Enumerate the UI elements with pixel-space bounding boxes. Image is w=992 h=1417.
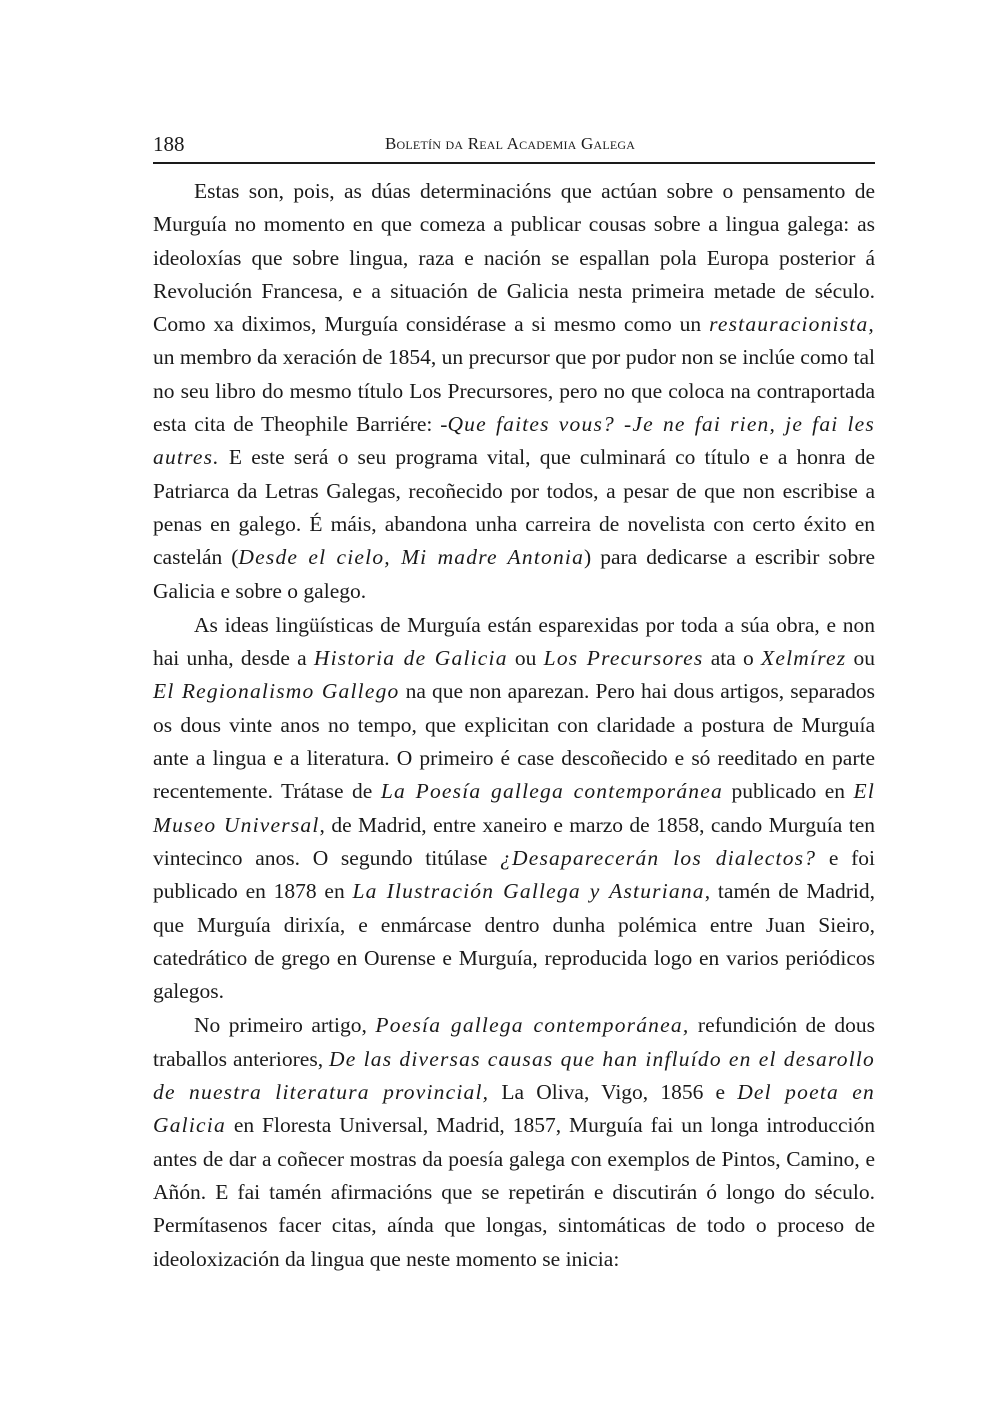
italic-title: Poesía gallega contemporánea, [375, 1013, 690, 1038]
italic-title: Los Precursores [543, 646, 704, 671]
text-run: publicado en [722, 779, 854, 804]
page-number: 188 [153, 132, 185, 156]
italic-title: De las diversas causas que han influído en el desarollo de nuestra literatura provincial, [153, 1046, 875, 1105]
italic-title: Historia de Galicia [313, 646, 508, 671]
text-run: ou [846, 646, 876, 671]
text-run: ou [507, 646, 544, 671]
italic-title: ¿Desaparecerán los dialectos? [500, 845, 817, 870]
italic-title: El Museo Universal [153, 779, 875, 837]
italic-title: Desde el cielo, Mi madre Antonia [238, 545, 585, 570]
text-run: e foi publicado en 1878 en [153, 845, 875, 904]
italic-title: Del poeta en Galicia [153, 1080, 875, 1138]
text-run: en Floresta Universal, Madrid, 1857, Murguía fai un longa introducción antes de dar a coñecer mostras da poesía galega con exemplos de Pintos, Camino, e Añón. E fai tamén afirmacións que se repetirán e discutirán ó longo do século. Permítasenos facer citas, aínda que longas, sintomáticas de todo o proceso de ideoloxización da lingua que neste momento se inicia: [153, 1113, 875, 1271]
paragraph-1 [153, 175, 875, 608]
body-text [153, 175, 875, 1276]
italic-title: La Ilustración Gallega y Asturiana [352, 879, 705, 904]
text-run: refundición de dous traballos anteriores, [153, 1013, 875, 1071]
paragraph-2 [153, 609, 875, 1009]
italic-title: Xelmírez [761, 646, 847, 671]
text-run: , de Madrid, entre xaneiro e marzo de 1858, cando Murguía ten vintecinco anos. O segundo titúlase [153, 812, 875, 870]
italic-quote: Que faites vous? -Je ne fai rien, je fai les autres. [153, 412, 875, 470]
text-run: , tamén de Madrid, que Murguía dirixía, e enmárcase dentro dunha polémica entre Juan Sieiro, catedrático de grego en Ourense e Murguía, reproducida logo en varios periódicos galegos. [153, 879, 875, 1004]
text-run: na que non aparezan. Pero hai dous artigos, separados os dous vinte anos no tempo, que explicitan con claridade a postura de Murguía ante a lingua e a literatura. O primeiro é case descoñecido e só reeditado en parte recentemente. Trátase de [153, 679, 875, 804]
italic-term: restauracionista, [709, 312, 875, 337]
page-header [153, 128, 875, 164]
italic-title: El Regionalismo Gallego [153, 679, 400, 704]
italic-title: La Poesía gallega contemporánea [380, 779, 723, 804]
paragraph-3 [153, 1009, 875, 1275]
text-run: E este será o seu programa vital, que culminará co título e a honra de Patriarca da Letras Galegas, recoñecido por todos, a pesar de que non escribise a penas en galego. É máis, abandona unha carreira de novelista con certo éxito en castelán ( [153, 445, 875, 570]
text-run: ) para dedicarse a escribir sobre Galicia e sobre o galego. [153, 545, 875, 603]
text-run: La Oliva, Vigo, 1856 e [489, 1080, 738, 1105]
text-run: No primeiro artigo, [194, 1013, 376, 1038]
text-run: ata o [703, 646, 762, 671]
running-title: Boletín da Real Academia Galega [385, 134, 636, 153]
text-run: As ideas lingüísticas de Murguía están esparexidas por toda a súa obra, e non hai unha, desde a [153, 612, 875, 671]
text-run: un membro da xeración de 1854, un precursor que por pudor non se inclúe como tal no seu libro do mesmo título Los Precursores, pero no que coloca na contraportada esta cita de Theophile Barriére: - [153, 345, 875, 437]
text-run: Estas son, pois, as dúas determinacións que actúan sobre o pensamento de Murguía no momento en que comeza a publicar cousas sobre a lingua galega: as ideoloxías que sobre lingua, raza e nación se espallan pola Europa posterior á Revolución Francesa, e a situación de Galicia nesta primeira metade de século. Como xa diximos, Murguía considérase a si mesmo como un [153, 179, 875, 337]
